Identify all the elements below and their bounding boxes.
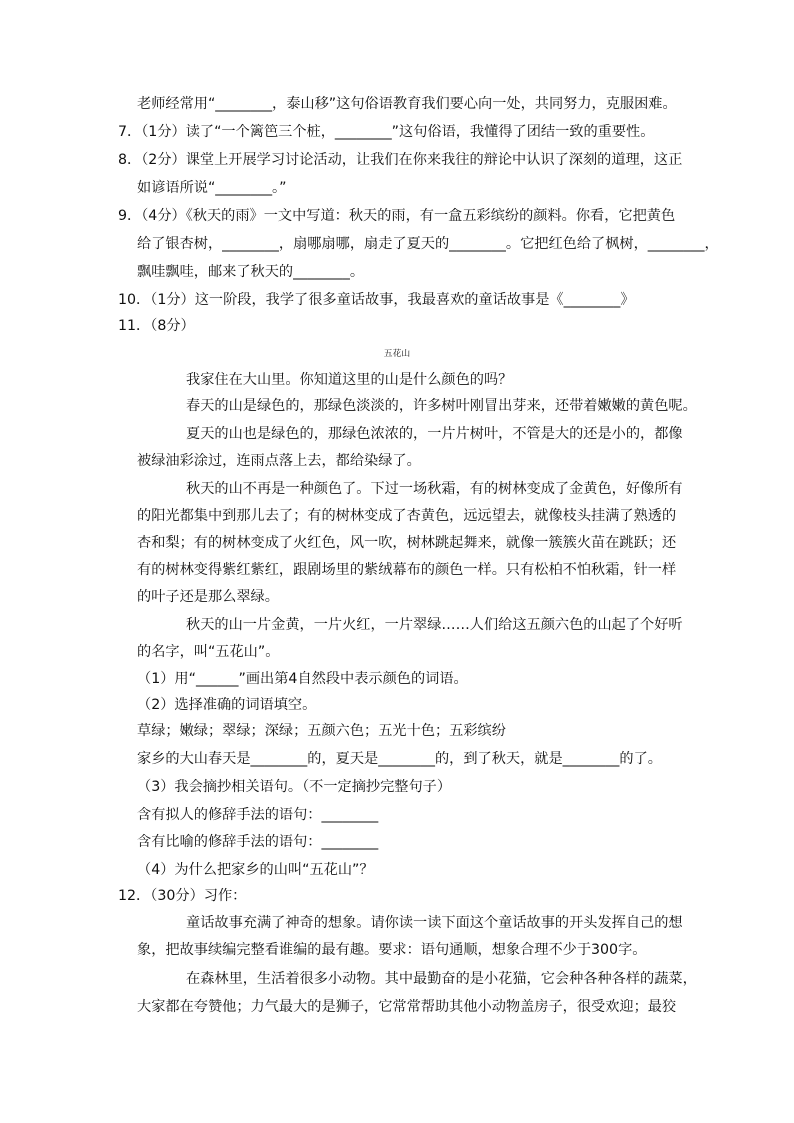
- subquestion-3: （3）我会摘抄相关语句。（不一定摘抄完整句子）: [137, 779, 452, 795]
- question-9-line-3: 飘哇飘哇，邮来了秋天的________。: [137, 264, 365, 280]
- metaphor-prompt: 含有比喻的修辞手法的语句：________: [137, 834, 379, 850]
- subquestion-4: （4）为什么把家乡的山叫“五花山”？: [137, 862, 374, 878]
- question-10: 10．（1分）这一阶段，我学了很多童话故事，我最喜欢的童话故事是《________》: [118, 292, 635, 308]
- word-bank: 草绿；嫩绿；翠绿；深绿；五颜六色；五光十色；五彩缤纷: [137, 723, 506, 739]
- passage-line: 的名字，叫“五花山”。: [137, 644, 280, 660]
- writing-line: 童话故事充满了神奇的想象。请你读一读下面这个童话故事的开头发挥自己的想: [186, 915, 683, 931]
- writing-line: 象，把故事续编完整看谁编的最有趣。要求：语句通顺，想象合理不少于300字。: [137, 942, 647, 958]
- subquestion-1: （1）用“______”画出第4自然段中表示颜色的词语。: [137, 671, 468, 687]
- question-7: 7．（1分）读了“一个篱笆三个桩，________”这句俗语，我懂得了团结一致的重要性。: [118, 124, 655, 140]
- question-12-header: 12．（30分）习作：: [118, 888, 247, 904]
- question-9-line-2: 给了银杏树，________，扇哪扇哪，扇走了夏天的________。它把红色给了枫树，________，: [137, 236, 719, 252]
- passage-line: 杏和梨；有的树林变成了火红色，风一吹，树林跳起舞来，就像一簇簇火苗在跳跃；还: [137, 535, 677, 551]
- passage-line: 的叶子还是那么翠绿。: [137, 589, 279, 605]
- passage-title: 五花山: [383, 349, 411, 359]
- question-8-line-2: 如谚语所说“________。”: [137, 180, 287, 196]
- writing-line: 在森林里，生活着很多小动物。其中最勤奋的是小花猫，它会种各种各样的蔬菜，: [186, 971, 697, 987]
- passage-line: 夏天的山也是绿色的，那绿色浓浓的，一片片树叶，不管是大的还是小的，都像: [186, 426, 683, 442]
- question-11-header: 11．（8分）: [118, 318, 195, 334]
- personification-prompt: 含有拟人的修辞手法的语句：________: [137, 807, 379, 823]
- question-8-line-1: 8．（2分）课堂上开展学习讨论活动，让我们在你来我往的辩论中认识了深刻的道理，这正: [118, 152, 683, 168]
- passage-line: 被绿油彩涂过，连雨点落上去，都给染绿了。: [137, 453, 421, 469]
- passage-line: 的阳光都集中到那儿去了；有的树林变成了杏黄色，远远望去，就像枝头挂满了熟透的: [137, 508, 677, 524]
- passage-line: 春天的山是绿色的，那绿色淡淡的，许多树叶刚冒出芽来，还带着嫩嫩的黄色呢。: [186, 398, 697, 414]
- subquestion-2: （2）选择准确的词语填空。: [137, 697, 317, 713]
- passage-line: 秋天的山不再是一种颜色了。下过一场秋霜，有的树林变成了金黄色，好像所有: [186, 481, 683, 497]
- writing-line: 大家都在夸赞他；力气最大的是狮子，它常常帮助其他小动物盖房子，很受欢迎；最狡: [137, 999, 677, 1015]
- passage-line: 我家住在大山里。你知道这里的山是什么颜色的吗？: [186, 372, 513, 388]
- passage-line: 秋天的山一片金黄，一片火红，一片翠绿……人们给这五颜六色的山起了个好听: [186, 617, 683, 633]
- question-6-tail: 老师经常用“________，泰山移”这句俗语教育我们要心向一处，共同努力，克服困难。: [137, 96, 677, 112]
- passage-line: 有的树林变得紫红紫红，跟剧场里的紫绒幕布的颜色一样。只有松柏不怕秋霜，针一样: [137, 562, 677, 578]
- fill-in-sentence: 家乡的大山春天是________的，夏天是________的，到了秋天，就是________的了。: [137, 751, 662, 767]
- question-9-line-1: 9．（4分）《秋天的雨》一文中写道：秋天的雨，有一盒五彩缤纷的颜料。你看，它把黄色: [118, 208, 676, 224]
